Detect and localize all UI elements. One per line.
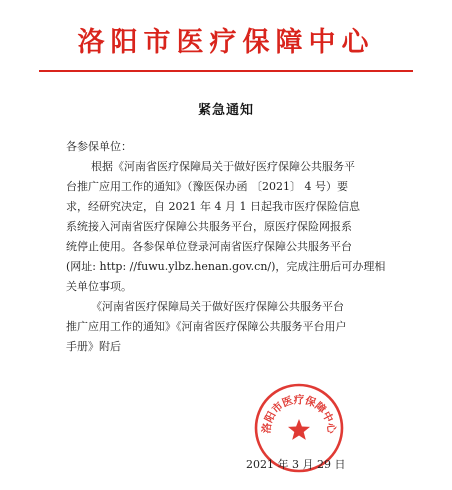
paragraph1-line: 关单位事项。 (66, 280, 132, 293)
notice-title: 紧急通知 (197, 103, 254, 118)
paragraph2-line: 推广应用工作的通知》《河南省医疗保障公共服务平台用户 (66, 320, 347, 333)
paragraph1-line: 统停止使用。各参保单位登录河南省医疗保障公共服务平台 (66, 240, 352, 253)
paragraph2-line: 手册》附后 (66, 340, 121, 353)
paragraph1-line: 求，经研究决定，自 2021 年 4 月 1 日起我市医疗保险信息 (66, 200, 360, 213)
paragraph2-line: 《河南省医疗保障局关于做好医疗保障公共服务平台 (91, 300, 344, 313)
header-divider (39, 70, 413, 72)
paragraph1-line: 台推广应用工作的通知》（豫医保办函 〔2021〕 4 号）要 (66, 180, 348, 193)
paragraph1-line: 根据《河南省医疗保障局关于做好医疗保障公共服务平 (91, 160, 355, 173)
paragraph1-line: 系统接入河南省医疗保障公共服务平台，原医疗保险网报系 (66, 220, 352, 233)
paragraph1-line: (网址: http: //fuwu.ylbz.henan.gov.cn/)，完成注册后可办理相 (66, 260, 386, 273)
seal-arc-text: 洛阳市医疗保障中心 (260, 394, 338, 435)
organization-header: 洛阳市医疗保障中心 (77, 27, 375, 58)
salutation: 各参保单位： (66, 140, 132, 153)
star-icon (288, 419, 310, 440)
notice-body (66, 137, 396, 357)
issue-date: 2021 年 3 月 29 日 (246, 458, 346, 471)
